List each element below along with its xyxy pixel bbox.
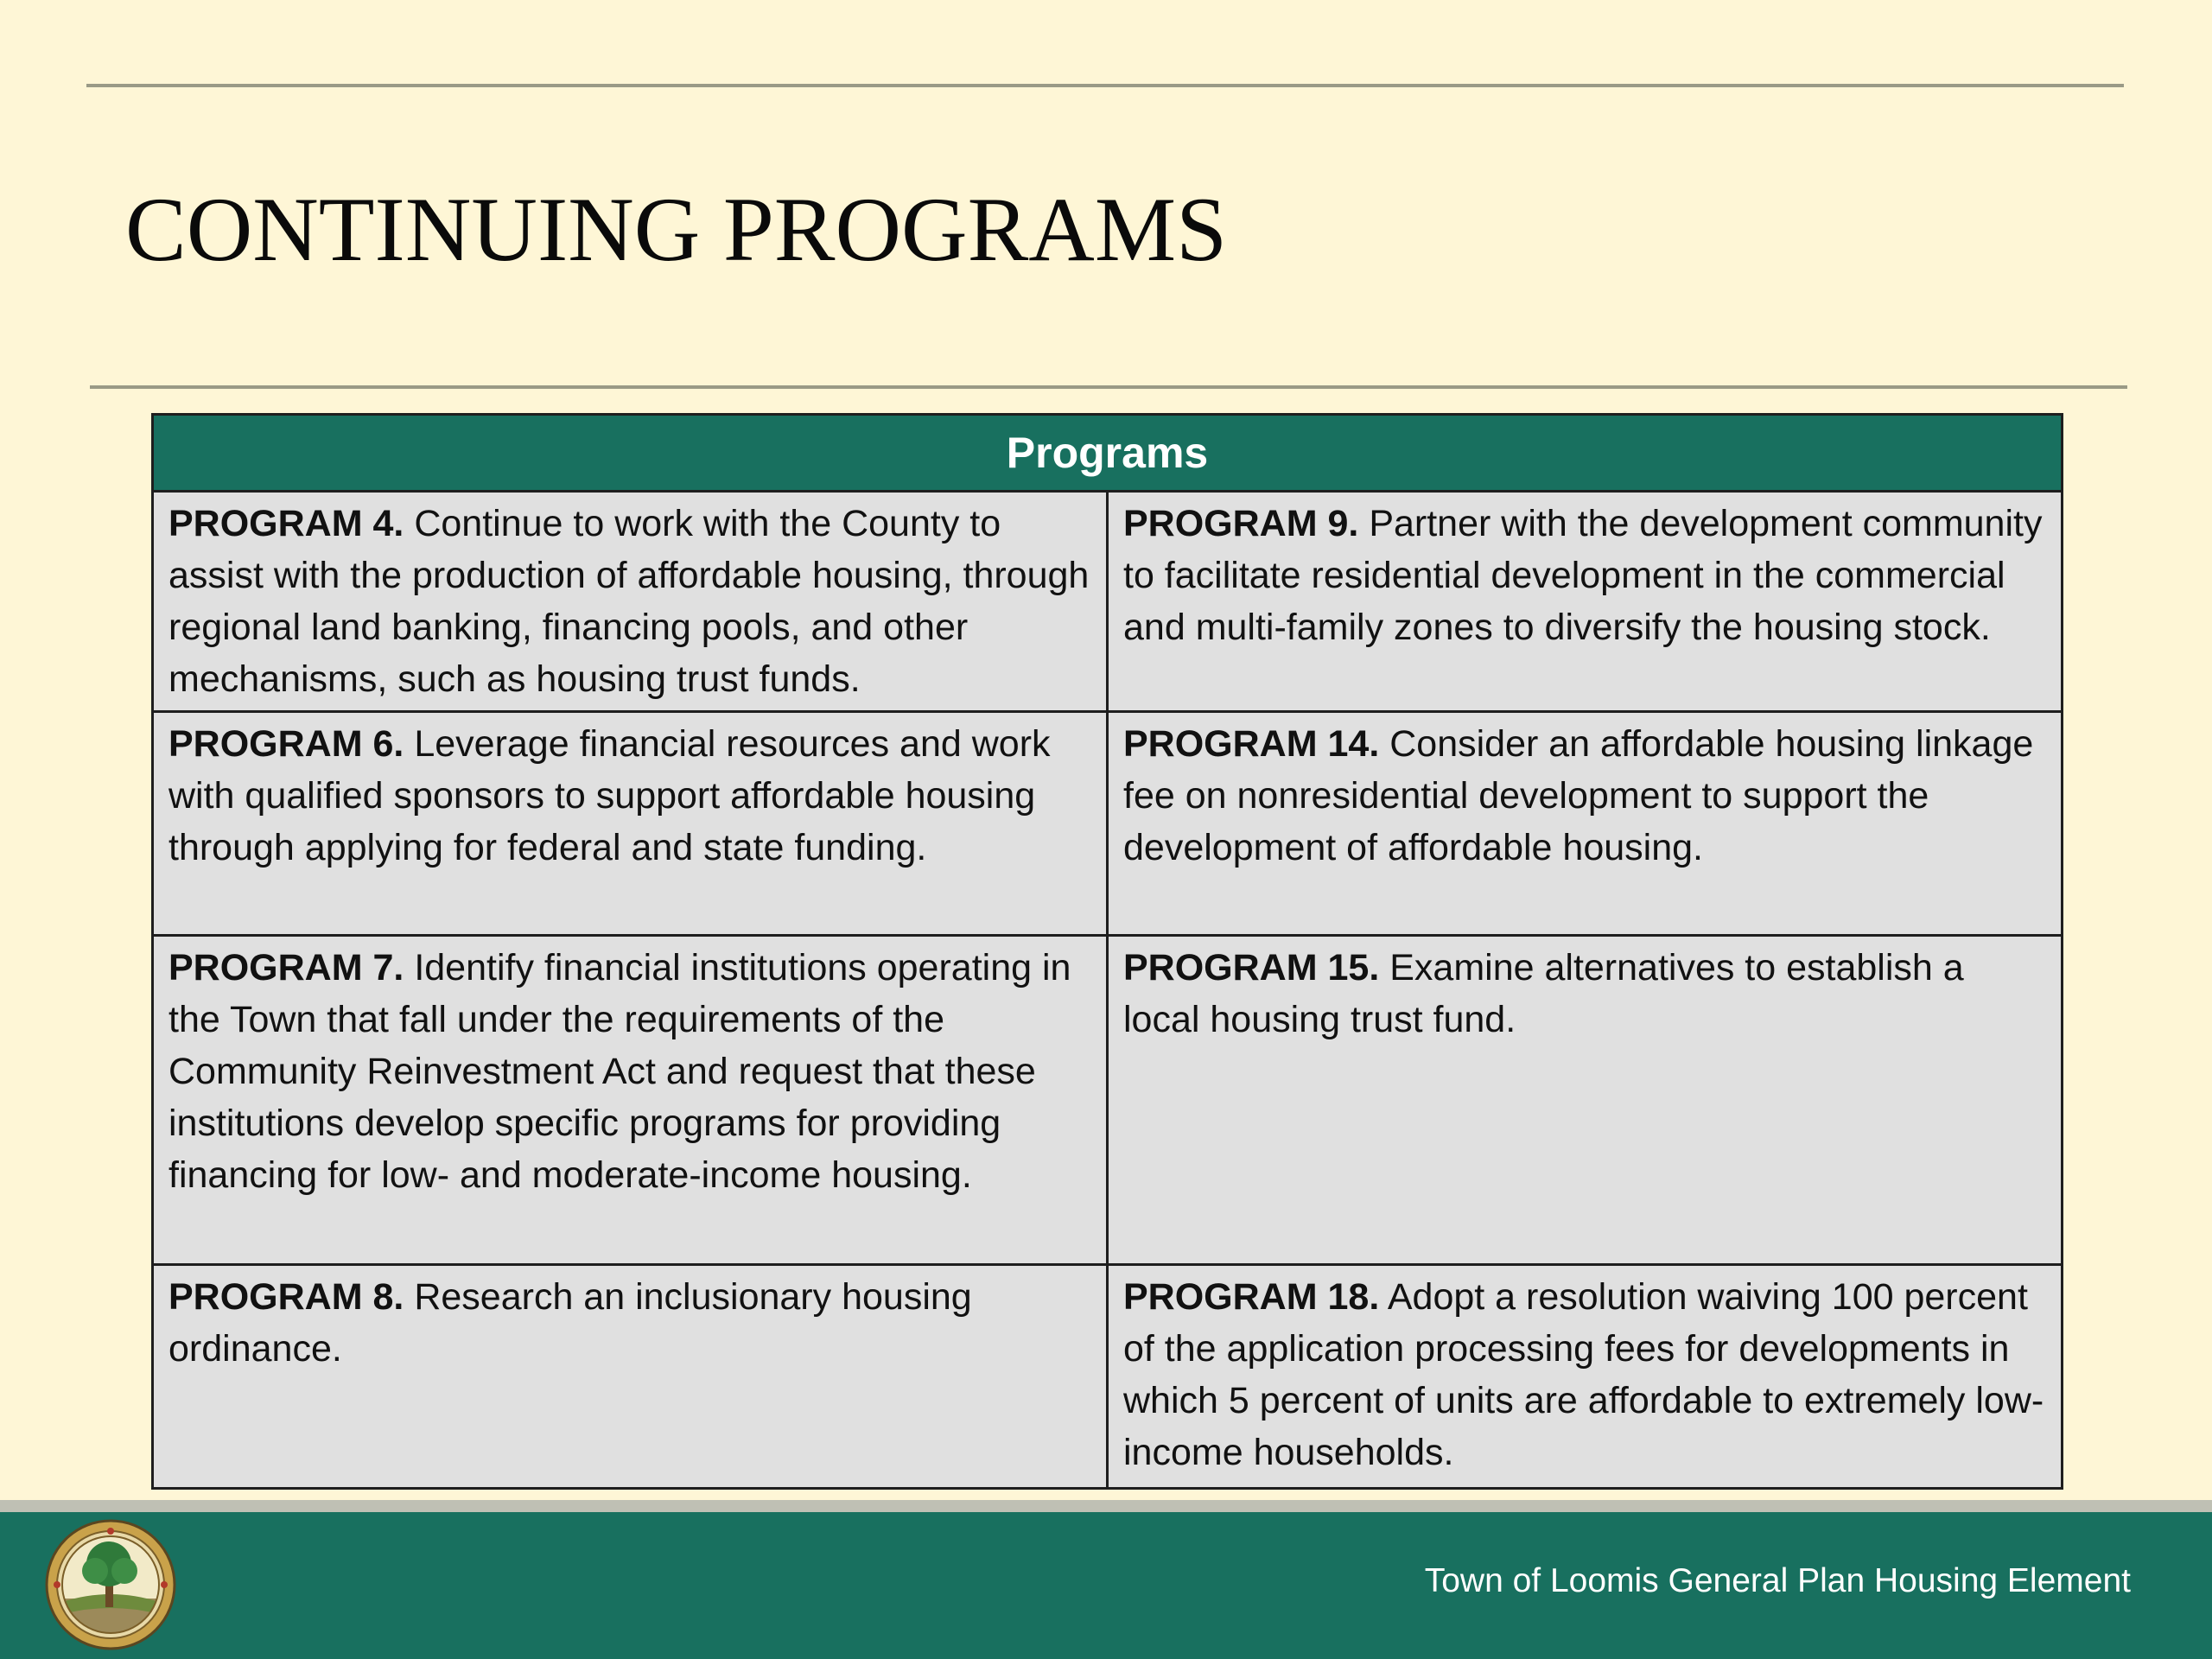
program-description: Leverage financial resources and work with qualified sponsors to support affordable housing through applying for federal and state funding.	[168, 723, 1051, 868]
slide-title: CONTINUING PROGRAMS	[125, 179, 1228, 280]
program-description: Continue to work with the County to assist with the production of affordable housing, through regional land banking, financing pools, and other mechanisms, such as housing trust funds.	[168, 503, 1090, 700]
program-8-cell	[153, 1265, 1108, 1489]
program-label: PROGRAM 9.	[1123, 503, 1359, 544]
program-9-cell	[1108, 492, 2063, 712]
program-18-cell	[1108, 1265, 2063, 1489]
program-6-cell	[153, 712, 1108, 936]
program-description: Examine alternatives to establish a local housing trust fund.	[1123, 947, 1964, 1040]
table-row	[153, 936, 2063, 1265]
programs-table	[151, 413, 2063, 1490]
program-7-cell	[153, 936, 1108, 1265]
table-header: Programs	[153, 415, 2063, 492]
program-4-cell	[153, 492, 1108, 712]
program-label: PROGRAM 7.	[168, 947, 404, 988]
program-label: PROGRAM 6.	[168, 723, 404, 765]
top-divider	[86, 84, 2124, 87]
program-15-cell	[1108, 936, 2063, 1265]
town-seal-icon	[45, 1519, 176, 1650]
program-description: Partner with the development community to facilitate residential development in the commercial and multi-family zones to diversify the housing stock.	[1123, 503, 2043, 648]
program-14-cell	[1108, 712, 2063, 936]
program-label: PROGRAM 18.	[1123, 1276, 1380, 1318]
footer-title: Town of Loomis General Plan Housing Element	[1424, 1562, 2131, 1599]
program-label: PROGRAM 4.	[168, 503, 404, 544]
table-row	[153, 492, 2063, 712]
title-divider	[90, 385, 2127, 389]
table-row	[153, 712, 2063, 936]
program-description: Research an inclusionary housing ordinance.	[168, 1276, 972, 1370]
program-description: Adopt a resolution waiving 100 percent of the application processing fees for developments in which 5 percent of units are affordable to extremely low-income households.	[1123, 1276, 2044, 1473]
program-label: PROGRAM 15.	[1123, 947, 1380, 988]
program-label: PROGRAM 14.	[1123, 723, 1380, 765]
program-label: PROGRAM 8.	[168, 1276, 404, 1318]
table-row	[153, 1265, 2063, 1489]
program-description: Consider an affordable housing linkage fee on nonresidential development to support the development of affordable housing.	[1123, 723, 2034, 868]
program-description: Identify financial institutions operating in the Town that fall under the requirements of the Community Reinvestment Act and request that these institutions develop specific programs for providing financing for low- and moderate-income housing.	[168, 947, 1071, 1196]
footer-stripe	[0, 1500, 2212, 1512]
